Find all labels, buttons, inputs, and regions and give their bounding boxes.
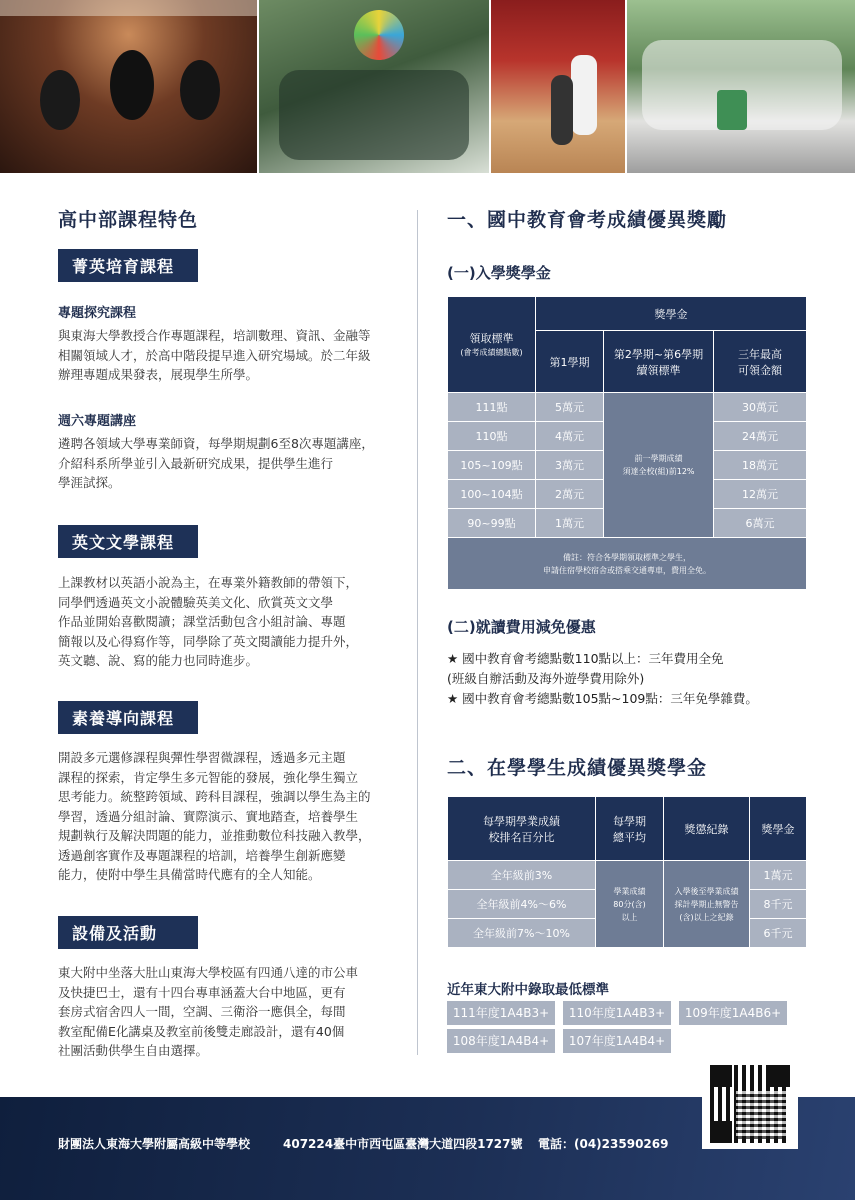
first-term-cell: 5萬元 xyxy=(536,393,604,422)
line: 遴聘各領域大學專業師資，每學期規劃6至8次專題講座， xyxy=(58,436,374,451)
line: 透過創客實作及專題課程的培訓，培養學生創新應變 xyxy=(58,847,346,863)
qr-code-icon xyxy=(710,1065,790,1143)
footer-address: 407224臺中市西屯區臺灣大道四段1727號 xyxy=(283,1137,523,1151)
max-cell: 18萬元 xyxy=(714,451,807,480)
tag-english: 英文文學課程 xyxy=(58,525,198,558)
points-cell: 111點 xyxy=(448,393,536,422)
header-first-term: 第1學期 xyxy=(536,331,604,393)
photo-class-group xyxy=(627,0,855,173)
line: 作品並開始喜歡閱讀；課堂活動包含小組討論、專題 xyxy=(58,614,346,629)
line: 規劃執行及解決問題的能力，並推動數位科技融入教學， xyxy=(58,828,371,843)
header-continue-b: 續領標準 xyxy=(636,363,681,377)
line: 教室配備E化講桌及教室前後雙走廊設計，還有40個 xyxy=(58,1023,345,1039)
section-title-2: 二、在學學生成績優異獎學金 xyxy=(447,757,708,779)
subtitle-saturday: 週六專題講座 xyxy=(58,414,137,429)
first-term-cell: 2萬元 xyxy=(536,480,604,509)
points-cell: 105~109點 xyxy=(448,451,536,480)
photo-group-game xyxy=(259,0,488,173)
header-average-b: 總平均 xyxy=(613,830,646,844)
avg-b: 80分(含) xyxy=(613,899,646,909)
line: 學習，透過分組討論、實際演示、實地踏查，培養學生 xyxy=(58,808,359,824)
header-amount: 獎學金 xyxy=(750,797,807,861)
rec-c: (含)以上之紀錄 xyxy=(679,912,734,922)
photo-strip xyxy=(0,0,855,173)
amount-cell: 6千元 xyxy=(750,919,807,948)
header-continue xyxy=(604,331,714,393)
criteria-label: 領取標準 xyxy=(469,332,514,345)
line: 及快捷巴士，還有十四台專車涵蓋大台中地區，更有 xyxy=(58,984,346,1000)
subsection-entrance-scholarship: (一)入學獎學金 xyxy=(447,264,551,282)
line: 思考能力。統整跨領域、跨科目課程，強調以學生為主的 xyxy=(58,789,371,804)
bullet-item: ★ 國中教育會考總點數105點~109點：三年免學雜費。 xyxy=(447,691,758,706)
first-term-cell: 3萬元 xyxy=(536,451,604,480)
bullet-item: ★ 國中教育會考總點數110點以上：三年費用全免 xyxy=(447,651,724,666)
line: 能力，使附中學生具備當時代應有的全人知能。 xyxy=(58,867,321,882)
subsection-fee-reduction: (二)就讀費用減免優惠 xyxy=(447,618,596,636)
header-average xyxy=(596,797,664,861)
line: 社團活動供學生自由選擇。 xyxy=(58,1043,209,1058)
line: 同學們透過英文小說體驗英美文化、欣賞英文文學 xyxy=(58,594,334,610)
header-scholarship: 獎學金 xyxy=(536,297,807,331)
rank-cell: 全年級前4%～6% xyxy=(448,890,596,919)
line: 辦理專題成果發表，展現學生所學。 xyxy=(58,367,259,382)
header-max xyxy=(714,331,807,393)
fee-bullets xyxy=(447,649,758,709)
max-cell: 30萬元 xyxy=(714,393,807,422)
continue-a: 前一學期成績 xyxy=(634,454,683,463)
header-rank-b: 校排名百分比 xyxy=(488,830,555,844)
average-cell xyxy=(596,861,664,948)
first-term-cell: 4萬元 xyxy=(536,422,604,451)
para-facilities xyxy=(58,963,358,1061)
admission-badge: 110年度1A4B3+ xyxy=(563,1001,671,1025)
table-row xyxy=(448,861,807,890)
points-cell: 100~104點 xyxy=(448,480,536,509)
continue-b: 須達全校(組)前12% xyxy=(622,467,695,476)
amount-cell: 8千元 xyxy=(750,890,807,919)
header-average-a: 每學期 xyxy=(613,814,646,828)
rank-cell: 全年級前3% xyxy=(448,861,596,890)
para-saturday xyxy=(58,434,374,493)
header-rank-a: 每學期學業成績 xyxy=(483,814,560,828)
line: 開設多元選修課程與彈性學習微課程，透過多元主題 xyxy=(58,750,346,765)
line: 介紹科系所學並引入最新研究成果，提供學生進行 xyxy=(58,455,334,471)
footer-school-name: 財團法人東海大學附屬高級中等學校 xyxy=(58,1137,251,1151)
admission-badge: 111年度1A4B3+ xyxy=(447,1001,555,1025)
line: 與東海大學教授合作專題課程，培訓數理、資訊、金融等 xyxy=(58,328,371,343)
entrance-scholarship-table xyxy=(447,296,807,590)
avg-a: 學業成績 xyxy=(613,886,646,896)
student-scholarship-table xyxy=(447,796,807,948)
continue-criteria-cell xyxy=(604,393,714,538)
tag-competency: 素養導向課程 xyxy=(58,701,198,734)
qr-code[interactable] xyxy=(702,1059,798,1149)
bullet-item: (班級自辦活動及海外遊學費用除外) xyxy=(447,671,645,686)
amount-cell: 1萬元 xyxy=(750,861,807,890)
header-criteria xyxy=(448,297,536,393)
left-heading: 高中部課程特色 xyxy=(58,209,199,231)
photo-music-performance xyxy=(0,0,257,173)
rank-cell: 全年級前7%～10% xyxy=(448,919,596,948)
admission-badge: 109年度1A4B6+ xyxy=(679,1001,787,1025)
para-english xyxy=(58,573,358,671)
rec-b: 採計學期止無警告 xyxy=(674,899,739,909)
admission-badge: 107年度1A4B4+ xyxy=(563,1029,671,1053)
note-b: 申請住宿學校宿舍或搭乘交通專車，費用全免。 xyxy=(543,565,711,575)
note-a: 備註：符合各學期領取標準之學生， xyxy=(563,552,691,562)
line: 東大附中坐落大肚山東海大學校區有四通八達的市公車 xyxy=(58,965,359,980)
header-max-b: 可領金額 xyxy=(738,363,782,377)
max-cell: 24萬元 xyxy=(714,422,807,451)
subtitle-research: 專題探究課程 xyxy=(58,306,137,321)
table-note xyxy=(448,538,807,590)
footer-phone: 電話：(04)23590269 xyxy=(538,1137,669,1151)
rec-a: 入學後至學業成績 xyxy=(674,886,739,896)
line: 相關領域人才，於高中階段提早進入研究場域。於二年級 xyxy=(58,347,371,363)
line: 簡報以及心得寫作等，同學除了英文閱讀能力提升外， xyxy=(58,633,359,649)
first-term-cell: 1萬元 xyxy=(536,509,604,538)
line: 英文聽、說、寫的能力也同時進步。 xyxy=(58,653,259,668)
tag-elite: 菁英培育課程 xyxy=(58,249,198,282)
admission-standard-title: 近年東大附中錄取最低標準 xyxy=(447,982,609,998)
max-cell: 6萬元 xyxy=(714,509,807,538)
line: 學涯試探。 xyxy=(58,475,121,490)
header-rank xyxy=(448,797,596,861)
para-research xyxy=(58,326,371,385)
column-divider xyxy=(417,210,418,1055)
line: 上課教材以英語小說為主，在專業外籍教師的帶領下， xyxy=(58,575,359,590)
criteria-note: (會考成績總點數) xyxy=(460,348,523,357)
para-competency xyxy=(58,748,371,885)
table-row xyxy=(448,393,807,422)
header-record: 獎懲紀錄 xyxy=(664,797,750,861)
line: 課程的探索，肯定學生多元智能的發展，強化學生獨立 xyxy=(58,769,359,785)
points-cell: 90~99點 xyxy=(448,509,536,538)
record-cell xyxy=(664,861,750,948)
points-cell: 110點 xyxy=(448,422,536,451)
photo-basketball xyxy=(491,0,625,173)
avg-c: 以上 xyxy=(621,912,638,922)
header-continue-a: 第2學期~第6學期 xyxy=(613,347,704,361)
header-max-a: 三年最高 xyxy=(738,347,782,361)
line: 套房式宿舍四人一間，空調、三衛浴一應俱全，每間 xyxy=(58,1004,346,1019)
section-title-1: 一、國中教育會考成績優異獎勵 xyxy=(447,209,728,231)
tag-facilities: 設備及活動 xyxy=(58,916,198,949)
admission-badge: 108年度1A4B4+ xyxy=(447,1029,555,1053)
max-cell: 12萬元 xyxy=(714,480,807,509)
